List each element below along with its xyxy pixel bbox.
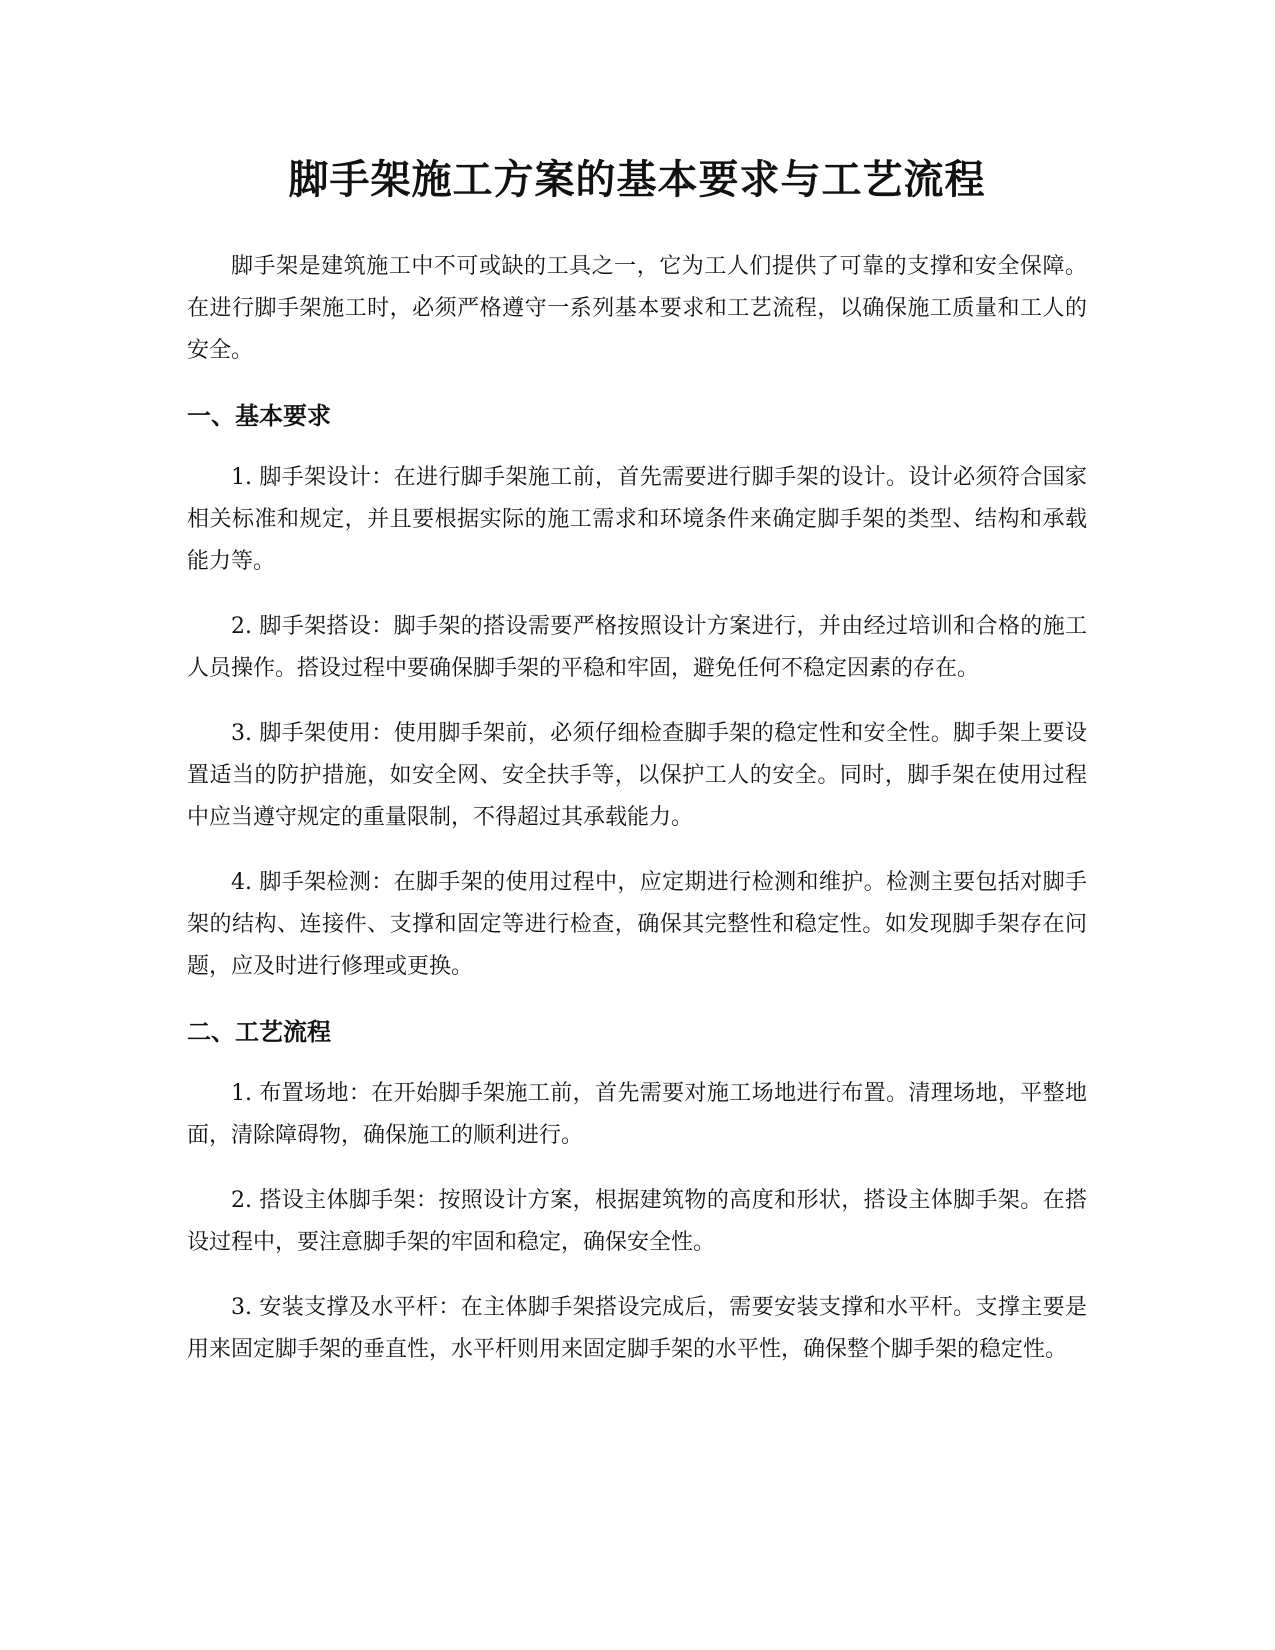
section-heading-basic-requirements: 一、基本要求 [187, 402, 331, 430]
requirement-item-design: 1. 脚手架设计：在进行脚手架施工前，首先需要进行脚手架的设计。设计必须符合国家相关标准和规定，并且要根据实际的施工需求和环境条件来确定脚手架的类型、结构和承载能力等。 [187, 465, 1087, 574]
section-heading-process-flow: 二、工艺流程 [187, 1018, 331, 1046]
process-item-site-layout: 1. 布置场地：在开始脚手架施工前，首先需要对施工场地进行布置。清理场地，平整地面，清除障碍物，确保施工的顺利进行。 [187, 1081, 1087, 1148]
document-title: 脚手架施工方案的基本要求与工艺流程 [288, 157, 986, 203]
requirement-item-usage: 3. 脚手架使用：使用脚手架前，必须仔细检查脚手架的稳定性和安全性。脚手架上要设置适当的防护措施，如安全网、安全扶手等，以保护工人的安全。同时，脚手架在使用过程中应当遵守规定的重量限制，不得超过其承载能力。 [187, 721, 1087, 830]
process-item-supports-and-rails: 3. 安装支撑及水平杆：在主体脚手架搭设完成后，需要安装支撑和水平杆。支撑主要是用来固定脚手架的垂直性，水平杆则用来固定脚手架的水平性，确保整个脚手架的稳定性。 [187, 1295, 1087, 1362]
process-item-main-scaffold: 2. 搭设主体脚手架：按照设计方案，根据建筑物的高度和形状，搭设主体脚手架。在搭设过程中，要注意脚手架的牢固和稳定，确保安全性。 [187, 1188, 1087, 1255]
document-body [187, 148, 1087, 1394]
intro-paragraph: 脚手架是建筑施工中不可或缺的工具之一，它为工人们提供了可靠的支撑和安全保障。在进行脚手架施工时，必须严格遵守一系列基本要求和工艺流程，以确保施工质量和工人的安全。 [187, 254, 1087, 363]
requirement-item-inspection: 4. 脚手架检测：在脚手架的使用过程中，应定期进行检测和维护。检测主要包括对脚手架的结构、连接件、支撑和固定等进行检查，确保其完整性和稳定性。如发现脚手架存在问题，应及时进行修理或更换。 [187, 870, 1087, 979]
requirement-item-erection: 2. 脚手架搭设：脚手架的搭设需要严格按照设计方案进行，并由经过培训和合格的施工人员操作。搭设过程中要确保脚手架的平稳和牢固，避免任何不稳定因素的存在。 [187, 614, 1087, 681]
